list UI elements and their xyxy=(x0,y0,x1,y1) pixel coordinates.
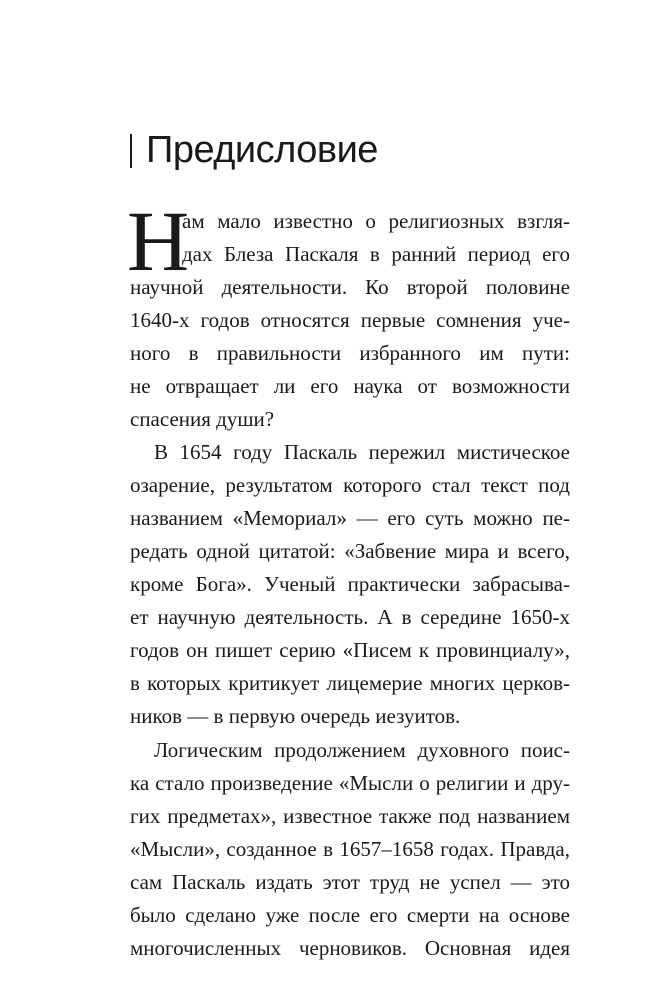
text-line: не отвращает ли его наука от возможности xyxy=(130,374,570,398)
text-line: ка стало произведение «Мысли о религии и дру- xyxy=(130,771,570,795)
text-line: озарение, результатом которого стал текст под xyxy=(130,473,570,497)
heading-bar-decoration xyxy=(130,134,132,168)
text-line: дах Блеза Паскаля в ранний период его xyxy=(182,242,570,266)
text-line: ников — в первую очередь иезуитов. xyxy=(130,704,461,728)
text-line: было сделано уже после его смерти на основе xyxy=(130,903,570,927)
text-line: 1640-х годов относятся первые сомнения уче- xyxy=(130,308,570,332)
text-line: ам мало известно о религиозных взгля- xyxy=(182,209,570,233)
text-line: Логическим продолжением духовного поис- xyxy=(154,738,570,762)
text-line: годов он пишет серию «Писем к провинциалу», xyxy=(130,638,570,662)
text-line: названием «Мемориал» — его суть можно пе- xyxy=(130,506,570,530)
text-line: редать одной цитатой: «Забвение мира и всего, xyxy=(130,539,570,563)
drop-cap: Н xyxy=(127,193,190,289)
text-line: кроме Бога». Ученый практически забрасыва- xyxy=(130,572,570,596)
text-line: В 1654 году Паскаль пережил мистическое xyxy=(154,440,570,464)
text-line: сам Паскаль издать этот труд не успел — это xyxy=(130,870,570,894)
text-line: научной деятельности. Ко второй половине xyxy=(130,275,570,299)
text-line: «Мысли», созданное в 1657–1658 годах. Правда, xyxy=(130,837,570,861)
text-line: ного в правильности избранного им пути: xyxy=(130,341,570,365)
chapter-title: Предисловие xyxy=(146,128,378,171)
text-line: гих предметах», известное также под названием xyxy=(130,804,570,828)
text-line: в которых критикует лицемерие многих церков- xyxy=(130,671,570,695)
text-line: ет научную деятельность. А в середине 1650-х xyxy=(130,605,570,629)
text-line: многочисленных черновиков. Основная идея xyxy=(130,936,570,960)
text-line: спасения души? xyxy=(130,407,275,431)
chapter-heading xyxy=(130,124,378,176)
